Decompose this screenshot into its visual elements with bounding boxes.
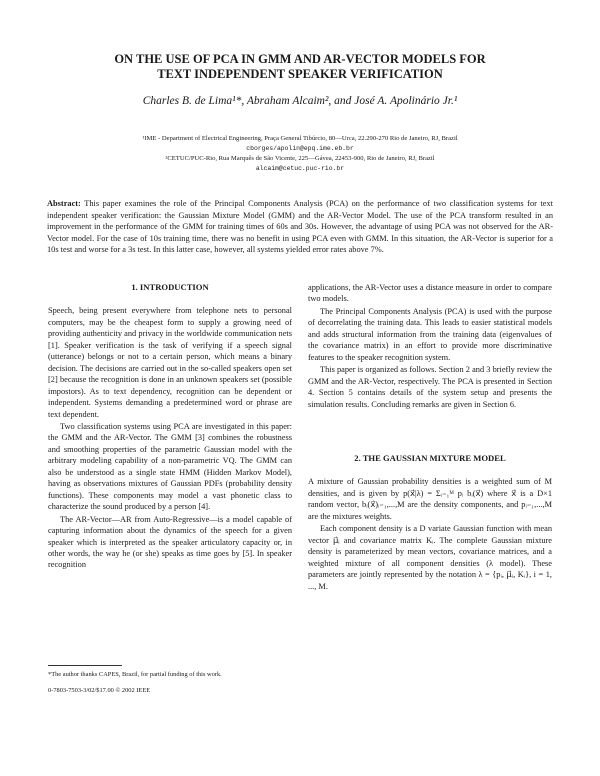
affiliation-2 [60,154,540,173]
section-heading-introduction: 1. INTRODUCTION [131,282,209,292]
affiliation-1-address: ¹IME - Department of Electrical Engineering, Praça General Tibúrcio, 80—Urca, 22.290-270 Rio de Janeiro, RJ, Brazil [142,135,458,142]
copyright-notice: 0-7803-7503-3/02/$17.00 © 2002 IEEE [48,687,151,694]
affiliation-2-address: ²CETUC/PUC-Rio, Rua Marquês de São Vicente, 225—Gávea, 22453-900, Rio de Janeiro, RJ, Brazil [165,155,435,162]
intro-paragraph-6: This paper is organized as follows. Section 2 and 3 briefly review the GMM and the AR-Vector, respectively. The PCA is presented in Section 4. Section 5 contains details of the system setup and presents the simulation results. Concluding remarks are given in Section 6. [308,365,552,409]
author-list: Charles B. de Lima¹*, Abraham Alcaim², and José A. Apolinário Jr.¹ [142,95,458,107]
footnote: *The author thanks CAPES, Brazil, for partial funding of this work. [48,671,222,678]
title-line-1: ON THE USE OF PCA IN GMM AND AR-VECTOR MODELS FOR [114,52,486,66]
abstract-text: This paper examines the role of the Principal Components Analysis (PCA) on the performance of two classification systems for text independent speaker verification: the Gaussian Mixture Model (GMM) and the AR-Vector Model. The use of the PCA transform resulted in an improvement in the performance of the GMM for training times of 60s and 30s. However, the advantage of using PCA was not observed for the AR-Vector model. For the case of 10s training time, there was no benefit in using PCA even with GMM. In this situation, the AR-Vector is superior for a 10s test and worse for a 3s test. In this latter case, however, all systems yielded error rates above 7%. [47,199,553,255]
abstract [47,198,553,256]
right-column [308,282,552,593]
title-line-2: TEXT INDEPENDENT SPEAKER VERIFICATION [157,67,443,81]
gmm-paragraph-1: A mixture of Gaussian probability densities is a weighted sum of M densities, and is given by p(x⃗|λ) = Σᵢ₌₁ᴹ pᵢ bᵢ(x⃗) where x⃗ is a D×1 random vector, bᵢ(x⃗)ᵢ₌₁,...,M are the density components, and pᵢ₌₁,...,M are the mixtures weights. [308,477,552,521]
section-heading-gmm: 2. THE GAUSSIAN MIXTURE MODEL [354,452,506,463]
left-column [48,282,292,572]
intro-paragraph-3: The AR-Vector—AR from Auto-Regressive—is a model capable of capturing information about the dynamics of the speech for a given speaker which is interpreted as the speaker articulatory capacity or, in other words, the way he (or she) speaks as time goes by [5]. In speaker recognition [48,514,292,570]
paper-title [40,52,560,82]
gmm-paragraph-2: Each component density is a D variate Gaussian function with mean vector μ⃗ᵢ and covariance matrix Kᵢ. The complete Gaussian mixture density is parameterized by mean vectors, covariance matrices, and a weighted mixture of all component densities (λ model). These parameters are jointly represented by the notation λ = {pᵢ, μ⃗ᵢ, Kᵢ}, i = 1, ..., M. [308,524,552,591]
section-spacer [308,411,552,453]
intro-paragraph-5: The Principal Components Analysis (PCA) is used with the purpose of decorrelating the training data. This leads to easier statistical models and adds structural information from the training data (eigenvalues of the covariance matrix) in an effort to provide more discriminative features to the speaker recognition system. [308,306,552,362]
abstract-label: Abstract: [47,199,81,208]
footnote-rule [48,665,122,666]
intro-paragraph-4: applications, the AR-Vector uses a distance measure in order to compare two models. [308,283,552,304]
intro-paragraph-2: Two classification systems using PCA are investigated in this paper: the GMM and the AR-Vector. The GMM [3] combines the robustness and smoothing properties of the parametric Gaussian model with the arbitrary modeling capability of a non-parametric VQ. The GMM can also be understood as a single state HMM (Hidden Markov Model), having as observations mixtures of Gaussian PDFs (probability density functions). These components may model a vast phonetic class to characterize the sound produced by a person [4]. [48,421,292,512]
affiliation-1 [60,134,540,153]
affiliation-1-email: cborges/apolin@epq.ime.eb.br [246,144,354,152]
intro-paragraph-1: Speech, being present everywhere from telephone nets to personal computers, may be the cheapest form to supply a growing need of providing authenticity and privacy in the worldwide communication nets [1]. Speaker verification is the task of verifying if a speech signal (utterance) belongs or not to a certain person, which means a binary decision. The decisions are carried out in the so-called speakers open set [2] because the recognition is done in an unknown speakers set (possible impostors). As to text dependency, recognition can be dependent or independent. Systems demanding a predetermined word or phrase are text dependent. [48,306,292,419]
affiliation-2-email: alcaim@cetuc.puc-rio.br [255,164,345,172]
